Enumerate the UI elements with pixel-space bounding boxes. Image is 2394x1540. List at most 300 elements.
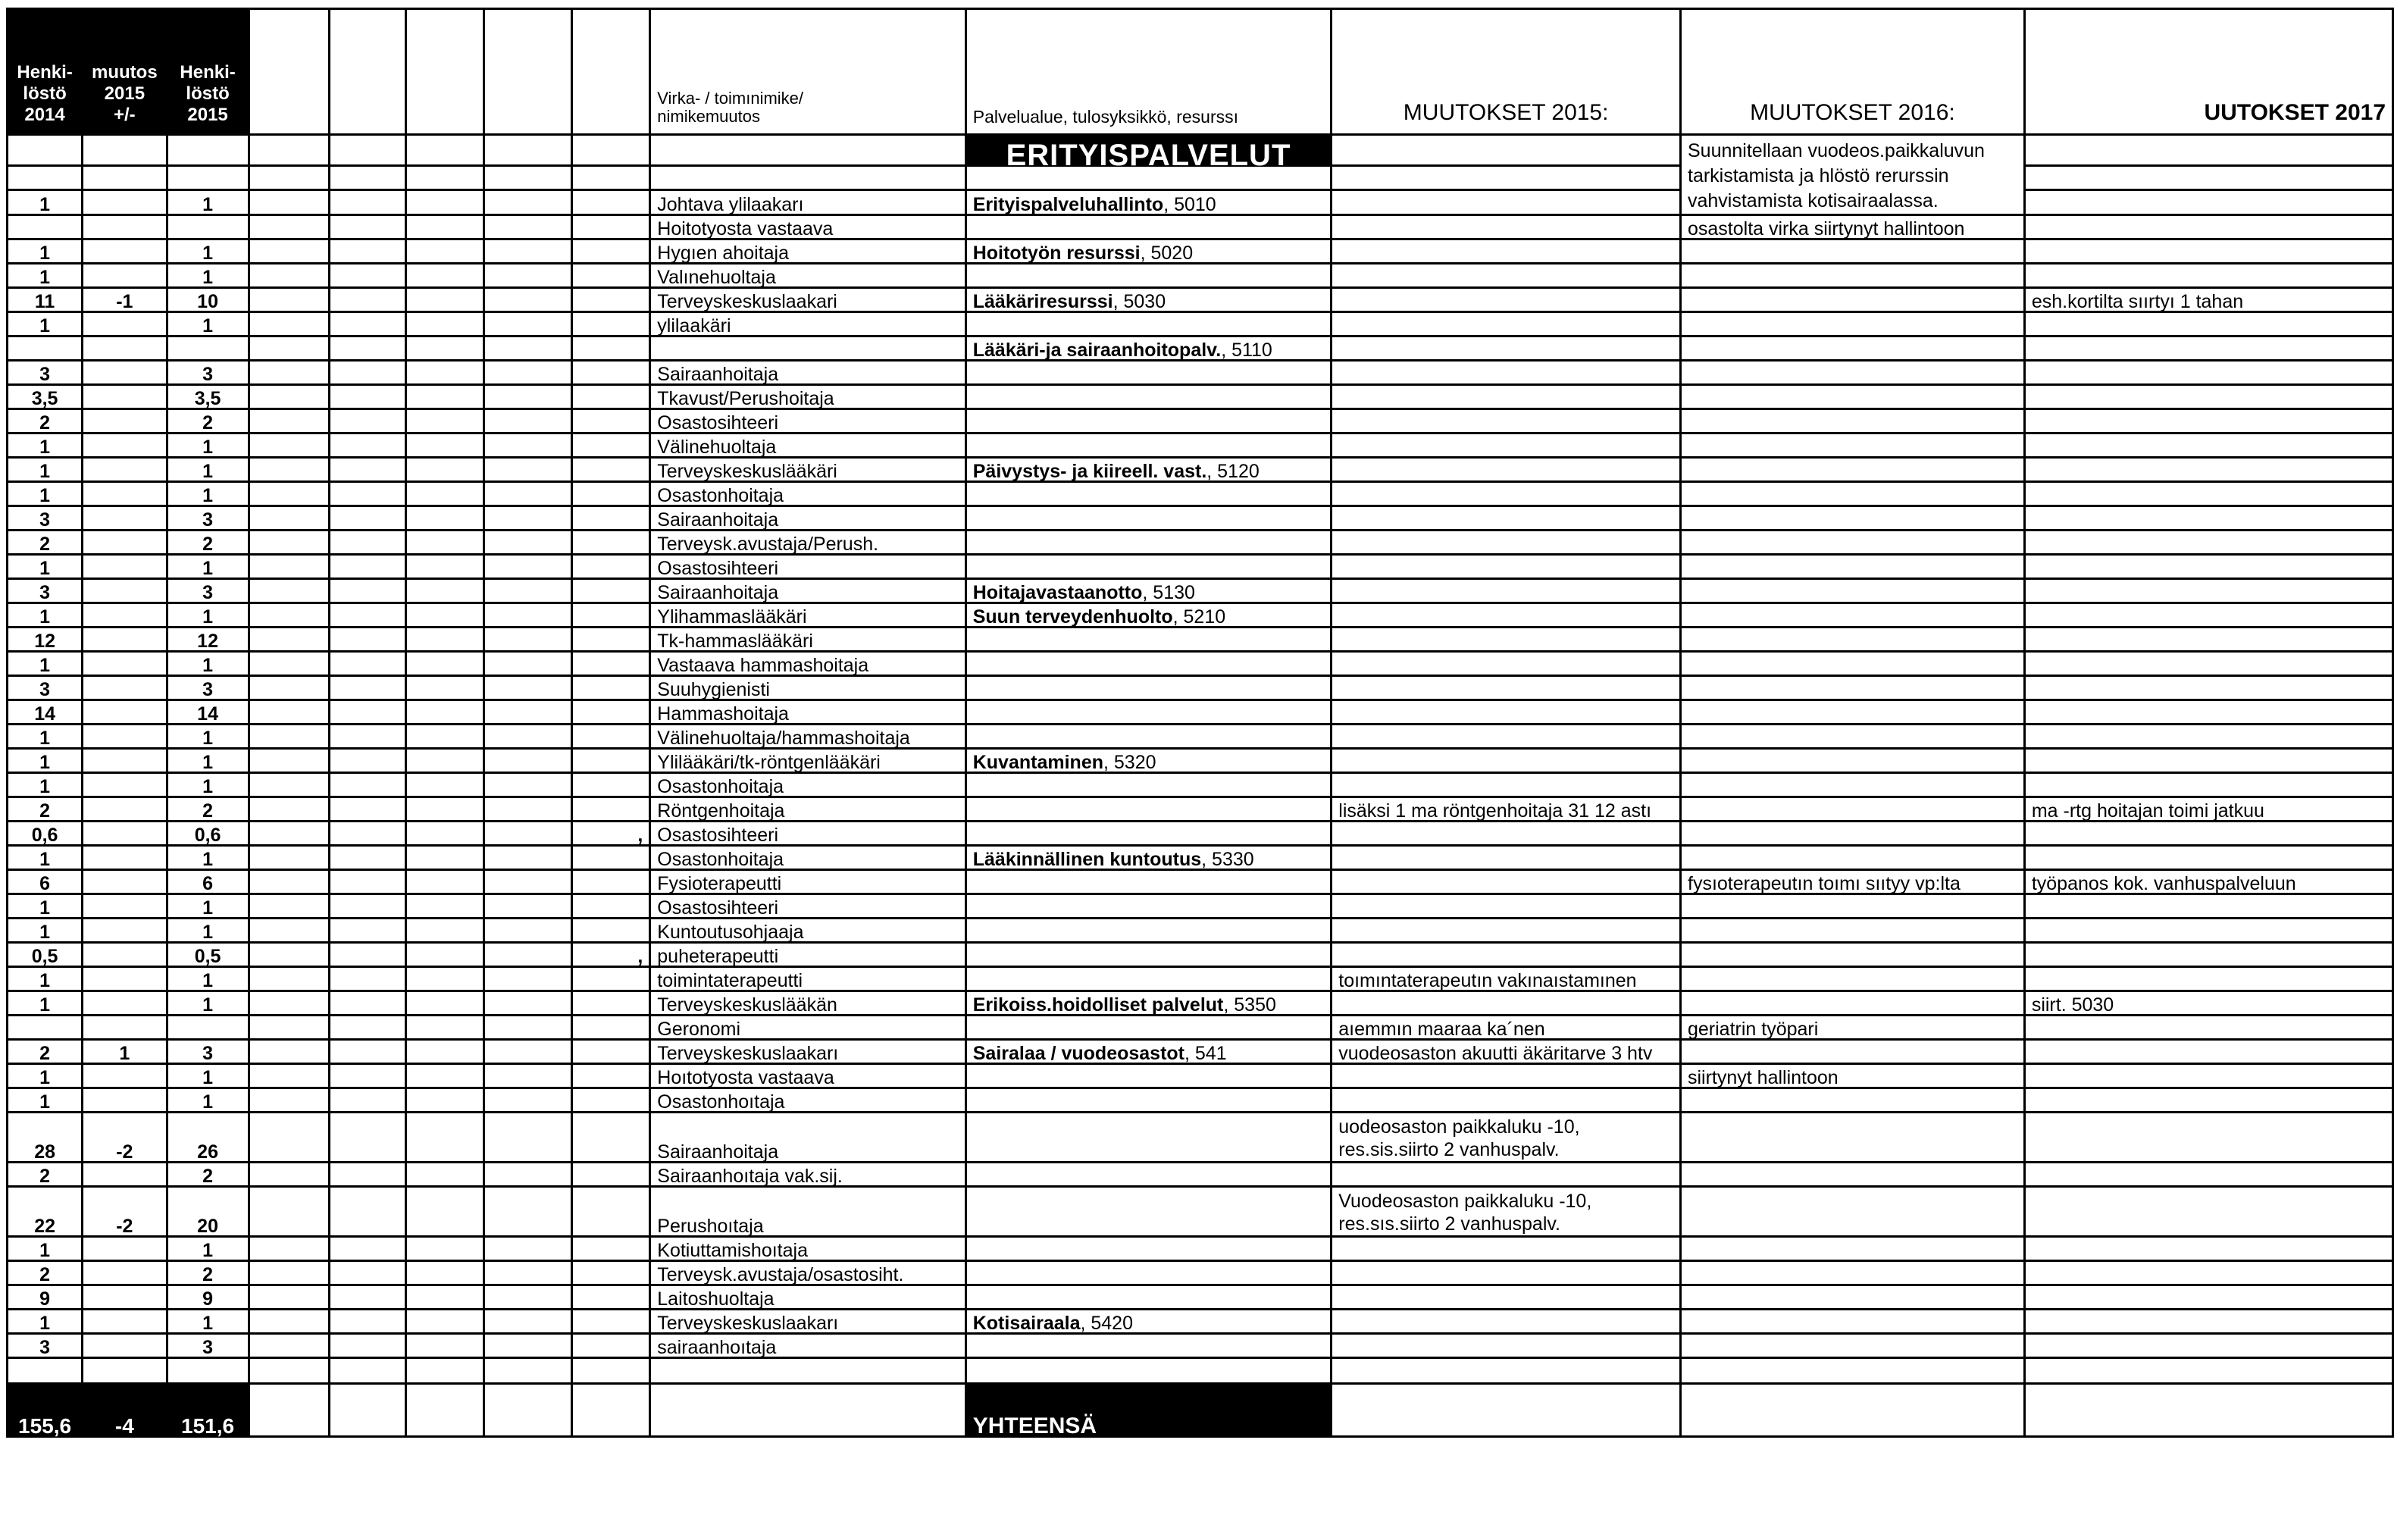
blank-cell (483, 312, 572, 336)
marker-cell (572, 1310, 650, 1334)
blank-cell (249, 943, 330, 967)
muutokset-2015-cell (1332, 239, 1681, 264)
henkilosto-2014-cell: 1 (8, 1064, 83, 1088)
blank-cell (249, 628, 330, 652)
palvelualue-cell (965, 700, 1332, 725)
marker-cell (572, 579, 650, 603)
henkilosto-2014-cell: 2 (8, 1040, 83, 1064)
blank-cell (483, 1064, 572, 1088)
virka-cell: Hoitotyosta vastaava (650, 215, 965, 239)
muutokset-2016-cell (1681, 1163, 2025, 1187)
palvelualue-cell (965, 822, 1332, 846)
henkilosto-2015-cell: 1 (167, 894, 249, 919)
muutos-2015-cell (83, 991, 167, 1016)
muutokset-2017-cell (2024, 603, 2392, 628)
muutokset-2017-cell (2024, 215, 2392, 239)
muutokset-2016-cell (1681, 1237, 2025, 1261)
muutokset-2016-cell (1681, 482, 2025, 506)
palvelualue-cell (965, 1163, 1332, 1187)
virka-cell: Perushoıtaja (650, 1187, 965, 1237)
blank-cell (405, 846, 483, 870)
muutokset-2015-cell (1332, 215, 1681, 239)
henkilosto-2015-cell: 3,5 (167, 385, 249, 409)
muutokset-2016-cell (1681, 894, 2025, 919)
marker-cell (572, 264, 650, 288)
blank-cell (483, 846, 572, 870)
totals-row (8, 1384, 2393, 1437)
muutokset-2016-cell (1681, 312, 2025, 336)
table-row (8, 773, 2393, 797)
muutokset-2017-cell: ma -rtg hoitajan toimi jatkuu (2024, 797, 2392, 822)
blank-cell (483, 215, 572, 239)
muutos-2015-cell (83, 676, 167, 700)
marker-cell (572, 482, 650, 506)
henkilosto-2015-cell (167, 215, 249, 239)
col-header-henkilosto-2015: Henki- löstö 2015 (167, 9, 249, 135)
blank-cell (330, 1261, 405, 1285)
table-row (8, 894, 2393, 919)
palvelualue-cell (965, 628, 1332, 652)
blank-cell (249, 1261, 330, 1285)
blank-cell (405, 1261, 483, 1285)
muutokset-2017-cell (2024, 749, 2392, 773)
muutokset-2015-cell (1332, 506, 1681, 531)
marker-cell (572, 603, 650, 628)
blank-cell (330, 1016, 405, 1040)
palvelualue-cell (965, 312, 1332, 336)
muutos-2015-cell (83, 1310, 167, 1334)
blank-cell (330, 919, 405, 943)
blank-cell (405, 1237, 483, 1261)
muutokset-2016-cell: geriatrin työpari (1681, 1016, 2025, 1040)
muutokset-2016-cell (1681, 239, 2025, 264)
blank-cell (405, 1358, 483, 1384)
blank-cell (483, 1163, 572, 1187)
blank-cell (330, 458, 405, 482)
henkilosto-2015-cell: 3 (167, 1334, 249, 1358)
blank-cell (249, 603, 330, 628)
virka-cell: Hammashoitaja (650, 700, 965, 725)
blank-cell (330, 264, 405, 288)
henkilosto-2014-cell (8, 215, 83, 239)
blank-cell (483, 991, 572, 1016)
palvelualue-name: Päivystys- ja kiireell. vast. (972, 461, 1207, 482)
marker-cell (572, 1064, 650, 1088)
blank-cell (405, 579, 483, 603)
blank-cell (483, 190, 572, 215)
blank-cell (405, 1334, 483, 1358)
muutokset-2017-cell (2024, 967, 2392, 991)
muutos-2015-cell (83, 434, 167, 458)
henkilosto-2014-cell: 1 (8, 555, 83, 579)
palvelualue-name: Suun terveydenhuolto (972, 606, 1173, 628)
muutokset-2016-cell (1681, 385, 2025, 409)
muutokset-2016-cell (1681, 603, 2025, 628)
henkilosto-2015-cell: 1 (167, 603, 249, 628)
palvelualue-cell (965, 894, 1332, 919)
table-row (8, 385, 2393, 409)
henkilosto-2014-cell: 1 (8, 603, 83, 628)
henkilosto-2015-cell: 0,5 (167, 943, 249, 967)
muutokset-2016-cell (1681, 700, 2025, 725)
virka-cell: Laitoshuoltaja (650, 1285, 965, 1310)
muutokset-2015-cell (1332, 458, 1681, 482)
blank-cell (405, 894, 483, 919)
blank-cell (483, 894, 572, 919)
henkilosto-2015-cell: 1 (167, 1088, 249, 1113)
muutokset-2017-cell (2024, 676, 2392, 700)
blank-cell (249, 822, 330, 846)
henkilosto-2015-cell: 12 (167, 628, 249, 652)
muutokset-2016-cell (1681, 336, 2025, 361)
henkilosto-2015-cell (167, 1016, 249, 1040)
virka-cell: sairaanhoıtaja (650, 1334, 965, 1358)
muutokset-2016-cell (1681, 991, 2025, 1016)
blank-cell (483, 676, 572, 700)
blank-cell (249, 239, 330, 264)
muutokset-2017-cell (2024, 773, 2392, 797)
henkilosto-2014-cell: 2 (8, 1261, 83, 1285)
muutos-2015-cell (83, 239, 167, 264)
henkilosto-2014-cell: 0,5 (8, 943, 83, 967)
blank-cell (1332, 1384, 1681, 1437)
muutokset-2016-cell (1681, 822, 2025, 846)
table-row (8, 215, 2393, 239)
blank-cell (405, 1187, 483, 1237)
virka-cell: Sairaanhoitaja (650, 1113, 965, 1163)
blank-cell (249, 725, 330, 749)
blank-cell (249, 361, 330, 385)
muutokset-2015-cell (1332, 870, 1681, 894)
blank-cell (483, 603, 572, 628)
muutos-2015-cell (83, 919, 167, 943)
blank-cell (405, 943, 483, 967)
blank-cell (167, 1358, 249, 1384)
blank-cell (330, 1064, 405, 1088)
blank-cell (405, 434, 483, 458)
blank-cell (330, 676, 405, 700)
muutokset-2015-cell: toımıntaterapeutın vakınaıstamınen (1332, 967, 1681, 991)
blank-cell (330, 579, 405, 603)
muutokset-2015-cell (1332, 894, 1681, 919)
henkilosto-2015-cell: 10 (167, 288, 249, 312)
muutokset-2015-cell (1332, 288, 1681, 312)
henkilosto-2014-cell: 3 (8, 506, 83, 531)
henkilosto-2015-cell: 6 (167, 870, 249, 894)
blank-cell (330, 190, 405, 215)
muutos-2015-cell (83, 967, 167, 991)
muutokset-2016-cell (1681, 506, 2025, 531)
palvelualue-cell (965, 749, 1332, 773)
henkilosto-2015-cell: 1 (167, 991, 249, 1016)
blank-cell (330, 555, 405, 579)
muutos-2015-cell (83, 190, 167, 215)
blank-cell (249, 773, 330, 797)
section-title: ERITYISPALVELUT (965, 135, 1332, 166)
tulosyksikko-code: , 5420 (1080, 1313, 1133, 1334)
blank-cell (249, 846, 330, 870)
blank-cell (249, 1040, 330, 1064)
muutokset-2017-cell (2024, 1088, 2392, 1113)
palvelualue-cell (965, 991, 1332, 1016)
muutokset-2016-cell (1681, 1261, 2025, 1285)
virka-cell: Välinehuoltaja/hammashoitaja (650, 725, 965, 749)
muutokset-2016-cell (1681, 628, 2025, 652)
muutokset-2015-cell (1332, 919, 1681, 943)
muutokset-2017-cell (2024, 1187, 2392, 1237)
muutokset-2017-cell (2024, 312, 2392, 336)
blank-cell (405, 1064, 483, 1088)
virka-cell: Osastosihteeri (650, 894, 965, 919)
blank-cell (483, 579, 572, 603)
virka-cell: Terveyskeskuslaakarı (650, 1310, 965, 1334)
henkilosto-2014-cell: 1 (8, 482, 83, 506)
palvelualue-cell (965, 1334, 1332, 1358)
marker-cell (572, 919, 650, 943)
palvelualue-cell (965, 773, 1332, 797)
tulosyksikko-code: , 5030 (1113, 291, 1166, 312)
marker-cell (572, 725, 650, 749)
marker-cell (572, 336, 650, 361)
col-header-palvelualue: Palvelualue, tulosyksikkö, resurssı (965, 9, 1332, 135)
blank-cell (330, 288, 405, 312)
marker-cell (572, 1237, 650, 1261)
tulosyksikko-code: , 5210 (1172, 606, 1226, 628)
blank-cell (483, 919, 572, 943)
palvelualue-name: Erityispalveluhallinto (972, 194, 1164, 215)
henkilosto-2015-cell: 0,6 (167, 822, 249, 846)
blank-cell (249, 700, 330, 725)
henkilosto-2014-cell: 2 (8, 797, 83, 822)
marker-cell (572, 797, 650, 822)
blank-cell (330, 1384, 405, 1437)
table-row (8, 1261, 2393, 1285)
blank-cell (483, 531, 572, 555)
blank-cell (8, 1358, 83, 1384)
marker-cell (572, 361, 650, 385)
henkilosto-2014-cell: 9 (8, 1285, 83, 1310)
blank-cell (405, 264, 483, 288)
blank-cell (330, 1237, 405, 1261)
virka-cell: Suuhygienisti (650, 676, 965, 700)
marker-cell (572, 1163, 650, 1187)
blank-cell (483, 1088, 572, 1113)
palvelualue-cell (965, 409, 1332, 434)
blank-cell (249, 652, 330, 676)
table-row (8, 1064, 2393, 1088)
henkilosto-2014-cell: 12 (8, 628, 83, 652)
henkilosto-2015-cell: 20 (167, 1187, 249, 1237)
muutos-2015-cell (83, 409, 167, 434)
table-row (8, 725, 2393, 749)
muutokset-2015-cell (1332, 555, 1681, 579)
blank-cell (330, 628, 405, 652)
virka-cell: Osastosihteeri (650, 555, 965, 579)
muutokset-2017-cell (2024, 506, 2392, 531)
blank-cell (483, 1384, 572, 1437)
muutokset-2017-cell: esh.kortilta sıırtyı 1 tahan (2024, 288, 2392, 312)
marker-cell (572, 773, 650, 797)
blank-cell (405, 870, 483, 894)
muutos-2015-cell (83, 1261, 167, 1285)
virka-cell: Hoıtotyosta vastaava (650, 1064, 965, 1088)
blank-cell (249, 434, 330, 458)
blank-cell (405, 215, 483, 239)
blank-cell (483, 797, 572, 822)
palvelualue-cell (965, 239, 1332, 264)
muutokset-2017-cell: työpanos kok. vanhuspalveluun (2024, 870, 2392, 894)
table-row (8, 1088, 2393, 1113)
blank-cell (405, 336, 483, 361)
henkilosto-2014-cell: 14 (8, 700, 83, 725)
blank-cell (330, 482, 405, 506)
col-header-blank-4 (483, 9, 572, 135)
table-row (8, 312, 2393, 336)
palvelualue-cell (965, 1113, 1332, 1163)
blank-cell (483, 288, 572, 312)
henkilosto-2014-cell: 1 (8, 434, 83, 458)
virka-cell: Hygıen ahoitaja (650, 239, 965, 264)
table-row (8, 482, 2393, 506)
muutokset-2017-cell (2024, 1310, 2392, 1334)
muutokset-2015-cell (1332, 822, 1681, 846)
table-row (8, 870, 2393, 894)
blank-cell (483, 458, 572, 482)
muutokset-2017-cell (2024, 894, 2392, 919)
muutokset-2015-cell (1332, 190, 1681, 215)
palvelualue-cell (965, 1237, 1332, 1261)
blank-cell (249, 531, 330, 555)
table-row (8, 676, 2393, 700)
muutokset-2015-cell (1332, 652, 1681, 676)
muutos-2015-cell (83, 822, 167, 846)
blank-cell (405, 361, 483, 385)
blank-cell (965, 1358, 1332, 1384)
staff-table (6, 8, 2394, 1438)
blank-cell (249, 1187, 330, 1237)
marker-cell (572, 409, 650, 434)
blank-cell (483, 628, 572, 652)
virka-cell: Sairaanhoitaja (650, 579, 965, 603)
palvelualue-cell (965, 555, 1332, 579)
henkilosto-2015-cell: 3 (167, 676, 249, 700)
muutokset-2016-cell (1681, 434, 2025, 458)
henkilosto-2014-cell: 3 (8, 579, 83, 603)
table-row (8, 628, 2393, 652)
blank-cell (249, 579, 330, 603)
blank-cell (483, 555, 572, 579)
muutokset-2015-cell (1332, 1163, 1681, 1187)
muutos-2015-cell (83, 458, 167, 482)
blank-cell (483, 506, 572, 531)
blank-cell (330, 822, 405, 846)
palvelualue-cell (965, 361, 1332, 385)
muutokset-2015-cell (1332, 943, 1681, 967)
muutokset-2017-cell (2024, 579, 2392, 603)
muutokset-2016-cell (1681, 531, 2025, 555)
blank-cell (249, 385, 330, 409)
blank-cell (483, 1040, 572, 1064)
virka-cell: Kotiuttamishoıtaja (650, 1237, 965, 1261)
blank-cell (483, 264, 572, 288)
muutokset-2015-cell: lisäksi 1 ma röntgenhoitaja 31 12 astı (1332, 797, 1681, 822)
muutos-2015-cell (83, 482, 167, 506)
table-row (8, 239, 2393, 264)
blank-cell (249, 1088, 330, 1113)
virka-cell: Röntgenhoitaja (650, 797, 965, 822)
table-row (8, 409, 2393, 434)
table-row (8, 506, 2393, 531)
muutokset-2017-cell (2024, 1064, 2392, 1088)
palvelualue-name: Kotisairaala (972, 1313, 1081, 1334)
blank-cell (405, 531, 483, 555)
muutokset-2017-cell (2024, 434, 2392, 458)
blank-cell (405, 628, 483, 652)
henkilosto-2014-cell: 28 (8, 1113, 83, 1163)
muutokset-2016-cell (1681, 1285, 2025, 1310)
muutos-2015-cell (83, 1285, 167, 1310)
table-row (8, 749, 2393, 773)
palvelualue-cell (965, 482, 1332, 506)
muutokset-2015-cell: uodeosaston paikkaluku -10, res.sis.siirto 2 vanhuspalv. (1332, 1113, 1681, 1163)
blank-cell (249, 1285, 330, 1310)
henkilosto-2015-cell: 1 (167, 749, 249, 773)
tulosyksikko-code: , 5010 (1163, 194, 1216, 215)
palvelualue-cell (965, 652, 1332, 676)
col-header-virka: Virka- / toimınimike/ nimikemuutos (650, 9, 965, 135)
muutokset-2017-cell (2024, 725, 2392, 749)
blank-cell (405, 991, 483, 1016)
table-row (8, 1285, 2393, 1310)
palvelualue-name: Lääkäriresurssi (972, 291, 1113, 312)
marker-cell (572, 991, 650, 1016)
muutokset-2016-cell (1681, 943, 2025, 967)
virka-cell: Vastaava hammashoitaja (650, 652, 965, 676)
blank-cell (572, 1358, 650, 1384)
henkilosto-2014-cell: 1 (8, 894, 83, 919)
table-row (8, 1113, 2393, 1163)
blank-cell (249, 676, 330, 700)
marker-cell (572, 385, 650, 409)
table-row (8, 288, 2393, 312)
muutokset-2017-cell (2024, 409, 2392, 434)
henkilosto-2014-cell: 1 (8, 652, 83, 676)
muutokset-2015-cell (1332, 409, 1681, 434)
tulosyksikko-code: , 5120 (1206, 461, 1260, 482)
marker-cell (572, 531, 650, 555)
henkilosto-2014-cell: 0,6 (8, 822, 83, 846)
marker-cell (572, 967, 650, 991)
henkilosto-2014-cell (8, 336, 83, 361)
henkilosto-2014-cell: 22 (8, 1187, 83, 1237)
muutokset-2016-cell (1681, 1187, 2025, 1237)
muutokset-2017-cell (2024, 336, 2392, 361)
marker-cell (572, 846, 650, 870)
blank-cell (405, 822, 483, 846)
muutokset-2017-cell (2024, 1285, 2392, 1310)
muutokset-2015-cell (1332, 434, 1681, 458)
virka-cell: Geronomi (650, 1016, 965, 1040)
blank-cell (330, 1285, 405, 1310)
blank-cell (405, 190, 483, 215)
henkilosto-2015-cell: 1 (167, 312, 249, 336)
muutos-2015-cell (83, 894, 167, 919)
virka-cell: Terveyskeskuslääkäri (650, 458, 965, 482)
blank-cell (483, 1310, 572, 1334)
muutos-2015-cell (83, 1064, 167, 1088)
blank-cell (483, 1334, 572, 1358)
blank-cell (249, 1064, 330, 1088)
